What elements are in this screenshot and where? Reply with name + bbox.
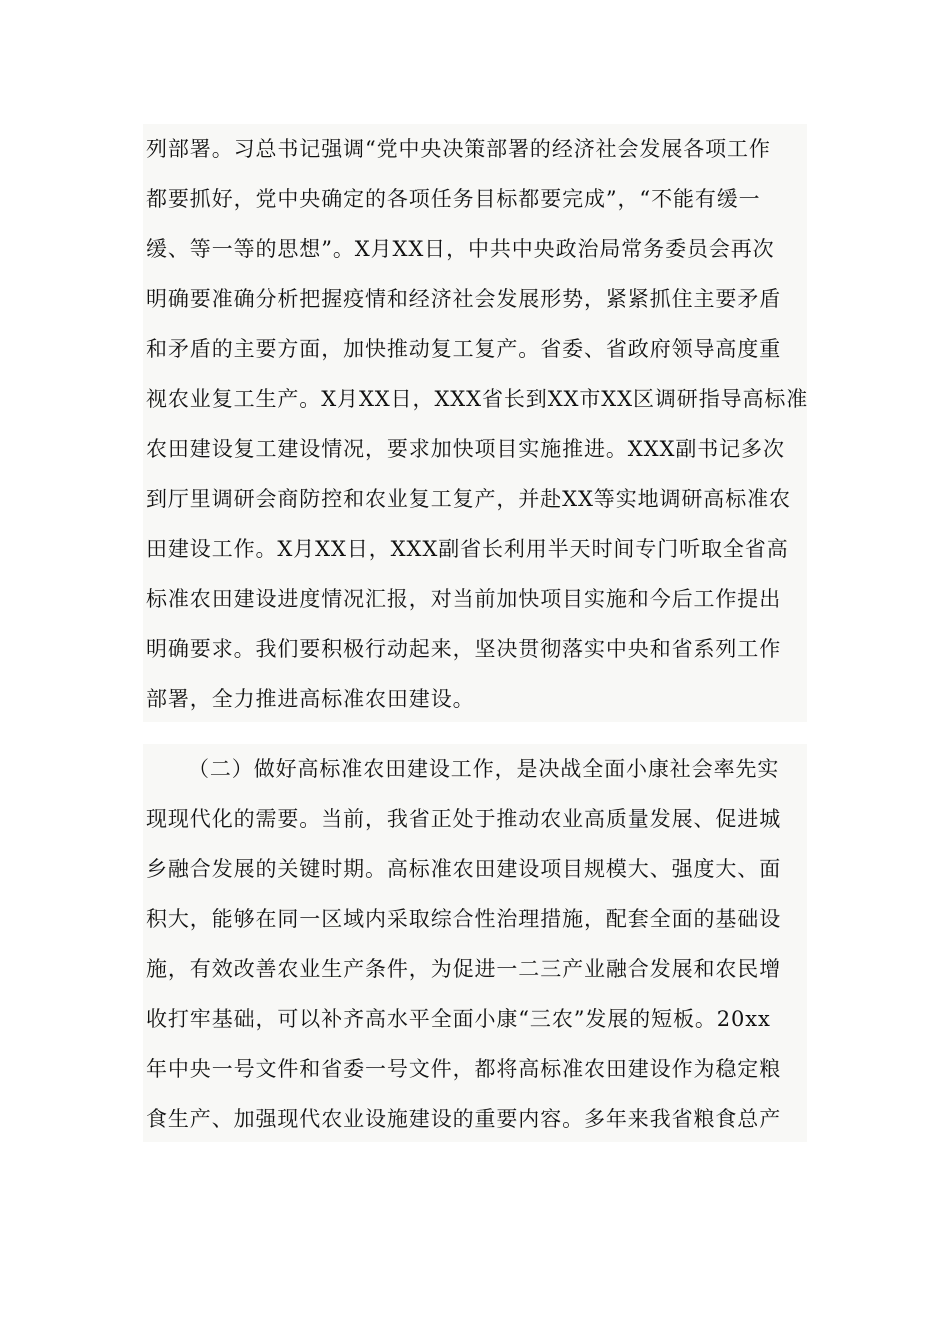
text-line: 部署，全力推进高标准农田建设。 [146, 687, 475, 711]
text-line: 明确要准确分析把握疫情和经济社会发展形势，紧紧抓住主要矛盾 [146, 287, 782, 311]
text-line: 列部署。习总书记强调“党中央决策部署的经济社会发展各项工作 [146, 137, 771, 161]
text-line: 标准农田建设进度情况汇报，对当前加快项目实施和今后工作提出 [146, 587, 782, 611]
text-line: 都要抓好，党中央确定的各项任务目标都要完成”，“不能有缓一 [146, 187, 761, 211]
text-line: 收打牢基础，可以补齐高水平全面小康“三农”发展的短板。20xx [146, 1007, 771, 1031]
text-line: 明确要求。我们要积极行动起来，坚决贯彻落实中央和省系列工作 [146, 637, 782, 661]
text-line: 年中央一号文件和省委一号文件，都将高标准农田建设作为稳定粮 [146, 1057, 782, 1081]
text-line: 乡融合发展的关键时期。高标准农田建设项目规模大、强度大、面 [146, 857, 782, 881]
paragraph-section-2 [143, 744, 807, 1142]
text-line: 到厅里调研会商防控和农业复工复产，并赴XX等实地调研高标准农 [146, 487, 791, 511]
text-line: 农田建设复工建设情况，要求加快项目实施推进。XXX副书记多次 [146, 437, 785, 461]
paragraph-heading-line: （二）做好高标准农田建设工作，是决战全面小康社会率先实 [188, 757, 780, 781]
text-line: 积大，能够在同一区域内采取综合性治理措施，配套全面的基础设 [146, 907, 782, 931]
text-line: 缓、等一等的思想”。X月XX日，中共中央政治局常务委员会再次 [146, 237, 775, 261]
text-line: 食生产、加强现代农业设施建设的重要内容。多年来我省粮食总产 [146, 1107, 782, 1131]
text-line: 和矛盾的主要方面，加快推动复工复产。省委、省政府领导高度重 [146, 337, 782, 361]
text-line: 现现代化的需要。当前，我省正处于推动农业高质量发展、促进城 [146, 807, 782, 831]
text-line: 田建设工作。X月XX日，XXX副省长利用半天时间专门听取全省高 [146, 537, 789, 561]
text-line: 视农业复工生产。X月XX日，XXX省长到XX市XX区调研指导高标准 [146, 387, 809, 411]
paragraph-section-1 [143, 124, 807, 722]
text-line: 施，有效改善农业生产条件，为促进一二三产业融合发展和农民增 [146, 957, 782, 981]
